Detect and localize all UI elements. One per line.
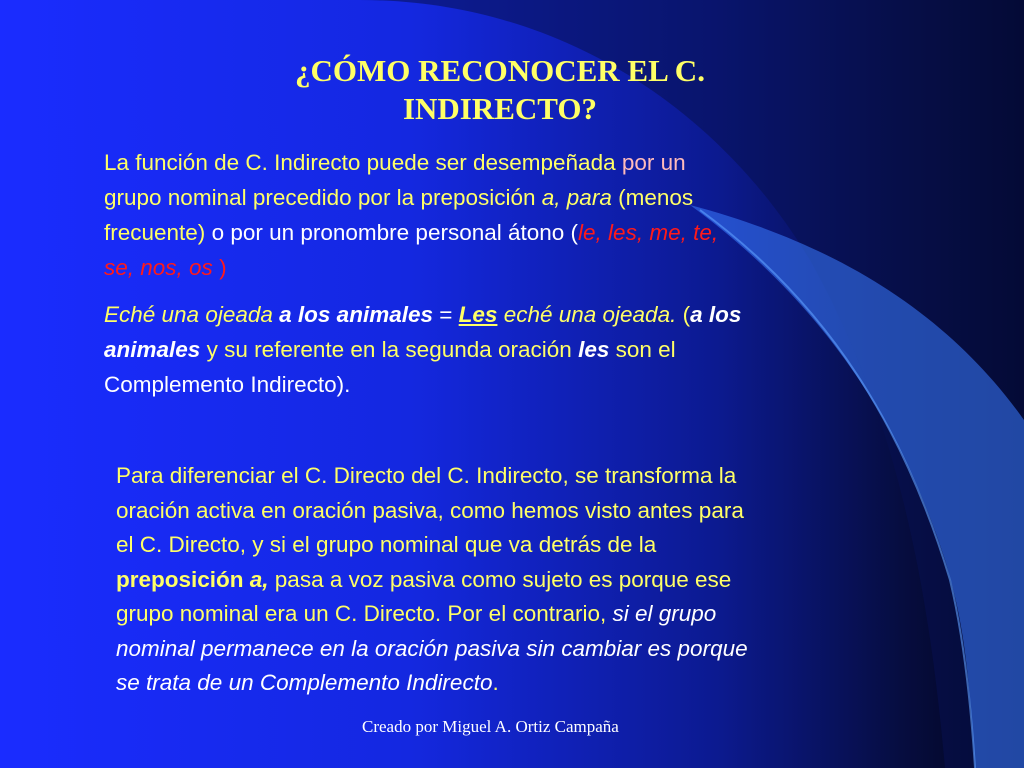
- text-span: .: [492, 670, 499, 695]
- text-span: ): [212, 255, 227, 280]
- paragraph-definition: [104, 145, 904, 285]
- emphasis-text: si el grupo: [612, 601, 717, 626]
- text-span: eché una ojeada.: [497, 302, 677, 327]
- slide-title-line-1: ¿CÓMO RECONOCER EL C.: [295, 53, 705, 88]
- pronoun-les-underlined: Les: [458, 302, 498, 327]
- text-span: son el: [609, 337, 676, 362]
- preposition-label: preposición: [116, 566, 250, 592]
- text-span: oración activa en oración pasiva, como hemos visto antes para: [116, 497, 744, 523]
- paragraph-example: [104, 297, 924, 402]
- text-span: grupo nominal era un C. Directo. Por el contrario,: [116, 601, 613, 626]
- slide-title: [230, 52, 770, 128]
- text-span: o por un pronombre personal átono (: [205, 220, 579, 245]
- equals-sign: =: [433, 302, 459, 327]
- slide-title-line-2: INDIRECTO?: [402, 91, 598, 126]
- text-span: por un: [621, 150, 686, 175]
- indirect-object-example: a los: [690, 302, 742, 327]
- indirect-object-example: animales: [104, 337, 201, 362]
- preposition-examples: a, para: [541, 185, 612, 210]
- pronoun-list-continued: se, nos, os: [104, 255, 213, 280]
- text-span: grupo nominal precedido por la preposición: [104, 185, 542, 210]
- text-span: el C. Directo, y si el grupo nominal que va detrás de la: [116, 532, 657, 557]
- paragraph-differentiation: [116, 459, 916, 701]
- author-credit: Creado por Miguel A. Ortiz Campaña: [362, 717, 619, 736]
- text-span: (menos: [611, 185, 694, 210]
- emphasis-text: se trata de un Complemento Indirecto: [116, 670, 493, 695]
- text-span: frecuente): [104, 220, 206, 245]
- text-span: Eché una ojeada: [104, 302, 280, 327]
- text-span: pasa a voz pasiva como sujeto es porque ese: [268, 566, 732, 592]
- pronoun-les: les: [578, 337, 610, 362]
- emphasis-text: nominal permanece en la oración pasiva sin cambiar es porque: [116, 635, 748, 661]
- text-span: Para diferenciar el C. Directo del C. Indirecto, se transforma la: [116, 463, 737, 488]
- text-span: Complemento Indirecto).: [104, 372, 351, 397]
- indirect-object-example: a los animales: [279, 302, 433, 327]
- text-span: y su referente en la segunda oración: [200, 337, 579, 362]
- text-span: (: [676, 302, 691, 327]
- text-span: La función de C. Indirecto puede ser desempeñada: [104, 150, 622, 175]
- preposition-a: a,: [249, 566, 269, 592]
- pronoun-list: le, les, me, te,: [578, 220, 719, 245]
